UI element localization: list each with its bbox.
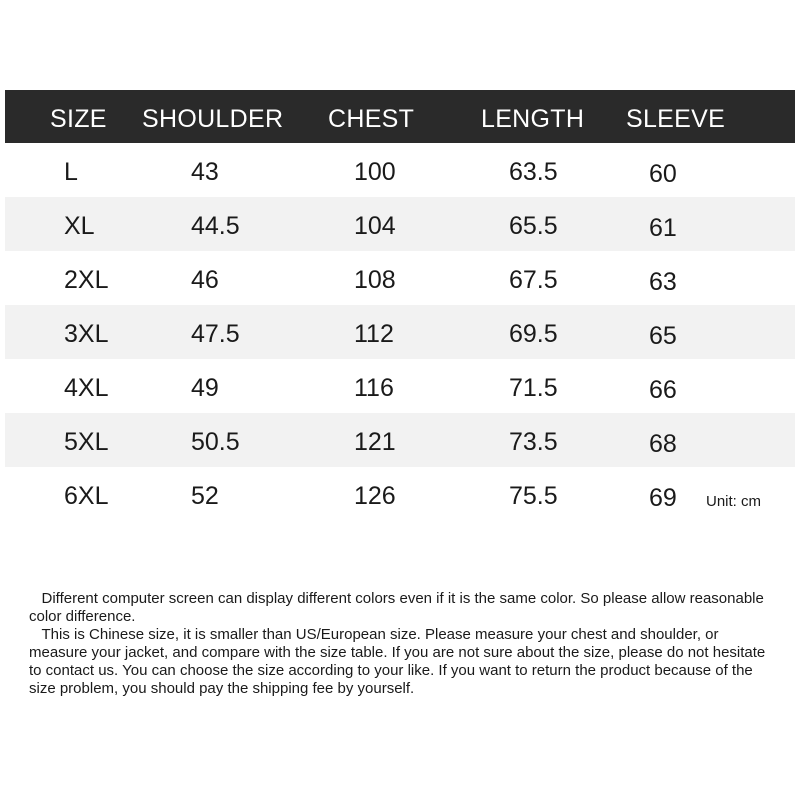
cell-chest: 116	[354, 374, 394, 402]
cell-sleeve: 66	[649, 376, 677, 404]
cell-shoulder: 44.5	[191, 212, 240, 240]
cell-size: 2XL	[64, 266, 109, 294]
cell-length: 67.5	[509, 266, 558, 294]
header-chest: CHEST	[328, 105, 415, 133]
cell-sleeve: 68	[649, 430, 677, 458]
table-row	[5, 197, 795, 251]
cell-chest: 121	[354, 428, 396, 456]
cell-shoulder: 52	[191, 482, 219, 510]
cell-sleeve: 60	[649, 160, 677, 188]
cell-size: 4XL	[64, 374, 109, 402]
unit-label: Unit: cm	[706, 493, 762, 510]
cell-shoulder: 49	[191, 374, 219, 402]
cell-shoulder: 47.5	[191, 320, 240, 348]
header-shoulder: SHOULDER	[142, 105, 284, 133]
cell-length: 71.5	[509, 374, 558, 402]
header-size: SIZE	[50, 105, 107, 133]
size-table	[5, 90, 795, 521]
cell-sleeve: 65	[649, 322, 677, 350]
cell-length: 69.5	[509, 320, 558, 348]
table-row	[5, 251, 795, 305]
cell-length: 75.5	[509, 482, 558, 510]
table-row	[5, 143, 795, 197]
cell-size: 5XL	[64, 428, 109, 456]
cell-length: 73.5	[509, 428, 558, 456]
table-row	[5, 467, 795, 521]
cell-chest: 112	[354, 320, 394, 348]
table-row	[5, 359, 795, 413]
cell-length: 63.5	[509, 158, 558, 186]
cell-shoulder: 43	[191, 158, 219, 186]
table-row	[5, 305, 795, 359]
cell-size: 3XL	[64, 320, 109, 348]
cell-size: L	[64, 158, 78, 186]
size-note: This is Chinese size, it is smaller than US/European size. Please measure your chest and shoulder, or measure your jacket, and compare with the size table. If you are not sure about the size, please do not hesitate to contact us. You can choose the size according to your like. If you want to return the product because of the size problem, you should pay the shipping fee by yourself.	[29, 626, 766, 697]
table-row	[5, 413, 795, 467]
cell-sleeve: 61	[649, 214, 677, 242]
cell-size: 6XL	[64, 482, 109, 510]
table-header	[5, 90, 795, 143]
header-length: LENGTH	[481, 105, 585, 133]
cell-size: XL	[64, 212, 95, 240]
cell-chest: 100	[354, 158, 396, 186]
cell-shoulder: 46	[191, 266, 219, 294]
cell-sleeve: 63	[649, 268, 677, 296]
cell-chest: 126	[354, 482, 396, 510]
cell-chest: 104	[354, 212, 396, 240]
header-sleeve: SLEEVE	[626, 105, 726, 133]
cell-sleeve: 69	[649, 484, 677, 512]
cell-chest: 108	[354, 266, 396, 294]
size-notes	[29, 590, 779, 698]
cell-length: 65.5	[509, 212, 558, 240]
color-note: Different computer screen can display different colors even if it is the same color. So please allow reasonable color difference.	[29, 590, 764, 625]
cell-shoulder: 50.5	[191, 428, 240, 456]
